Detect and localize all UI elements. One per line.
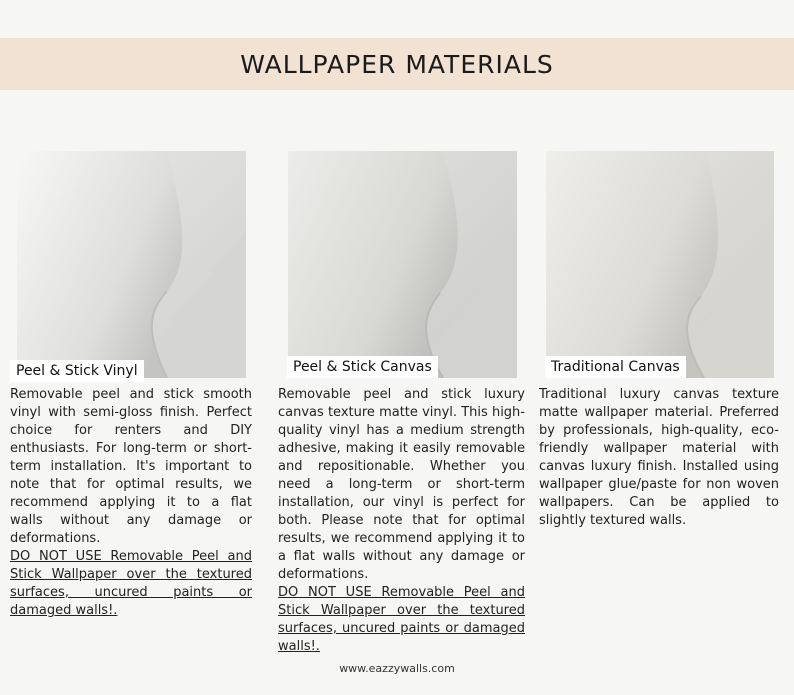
description-peel-stick-canvas <box>278 386 525 656</box>
description-text: Removable peel and stick smooth vinyl with semi-gloss finish. Perfect choice for renters and DIY enthusiasts. For long-term or short-term installation. It's important to note that for optimal results, we recommend applying it to a flat walls without any damage or deformations. <box>10 387 252 546</box>
page-title: WALLPAPER MATERIALS <box>240 49 554 79</box>
label-peel-stick-vinyl: Peel & Stick Vinyl <box>10 360 144 382</box>
description-text: Removable peel and stick luxury canvas texture matte vinyl. This high-quality vinyl has a medium strength adhesive, making it easily removable and repositionable. Whether you need a long-term or short-term installation, our vinyl is perfect for both. Please note that for optimal results, we recommend applying it to a flat walls without any damage or deformations. <box>278 387 525 582</box>
footer-website: www.eazzywalls.com <box>339 662 455 675</box>
title-banner <box>0 38 794 90</box>
warning-text: DO NOT USE Removable Peel and Stick Wallpaper over the textured surfaces, uncured paints or damaged walls!. <box>10 549 252 618</box>
warning-text: DO NOT USE Removable Peel and Stick Wallpaper over the textured surfaces, uncured paints or damaged walls!. <box>278 585 525 654</box>
peel-stick-canvas-image <box>288 151 517 378</box>
peel-stick-vinyl-image <box>17 151 246 378</box>
label-peel-stick-canvas: Peel & Stick Canvas <box>287 356 438 378</box>
traditional-canvas-image <box>546 151 774 378</box>
label-traditional-canvas: Traditional Canvas <box>545 356 686 378</box>
description-traditional-canvas <box>539 386 779 530</box>
description-text: Traditional luxury canvas texture matte wallpaper material. Preferred by professionals, high-quality, eco-friendly wallpaper material with canvas luxury finish. Installed using wallpaper glue/paste for non woven wallpapers. Can be applied to slightly textured walls. <box>539 387 779 528</box>
description-peel-stick-vinyl <box>10 386 252 620</box>
